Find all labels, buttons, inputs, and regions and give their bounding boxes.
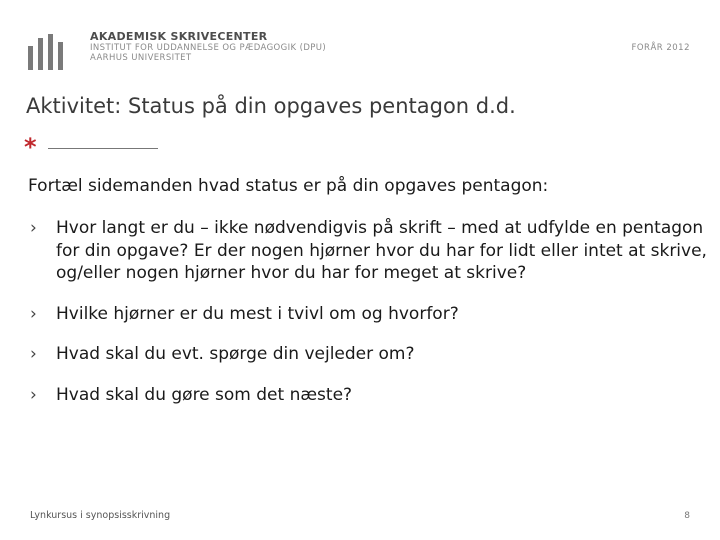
organization-name: AKADEMISK SKRIVECENTER (90, 30, 268, 43)
bullet-text: Hvad skal du evt. spørge din vejleder om? (56, 344, 415, 364)
title-divider (48, 148, 158, 149)
chevron-right-icon: › (30, 303, 37, 324)
bullet-text: Hvad skal du gøre som det næste? (56, 384, 353, 405)
slide-title: Aktivitet: Status på din opgaves pentagon d.d. (26, 94, 516, 118)
chevron-right-icon: › (30, 344, 37, 364)
chevron-right-icon: › (30, 218, 37, 238)
footer-course-name: Lynkursus i synopsisskrivning (30, 510, 171, 521)
semester-date: FORÅR 2012 (631, 43, 690, 53)
bullet-text: Hvor langt er du – ikke nødvendigvis på skrift – med at udfylde en pentagon for din opgave? Er der nogen hjørner hvor du har for lidt eller intet at skrive, og/eller nogen hjørner hvor du har for meget at skrive? (56, 218, 707, 283)
page-number: 8 (684, 511, 690, 521)
chevron-right-icon: › (30, 384, 37, 405)
list-item (28, 217, 708, 285)
list-item (28, 303, 708, 326)
list-item (28, 384, 708, 407)
institute-name: INSTITUT FOR UDDANNELSE OG PÆDAGOGIK (DPU) (90, 43, 327, 53)
list-item (28, 343, 708, 366)
university-name: AARHUS UNIVERSITET (90, 53, 192, 63)
organization-header (90, 30, 326, 63)
bullet-text: Hvilke hjørner er du mest i tvivl om og hvorfor? (56, 303, 459, 324)
asterisk-icon: * (24, 133, 37, 161)
intro-text: Fortæl sidemanden hvad status er på din opgaves pentagon: (28, 176, 549, 196)
bullet-list (28, 217, 708, 424)
university-logo-icon (26, 30, 70, 70)
